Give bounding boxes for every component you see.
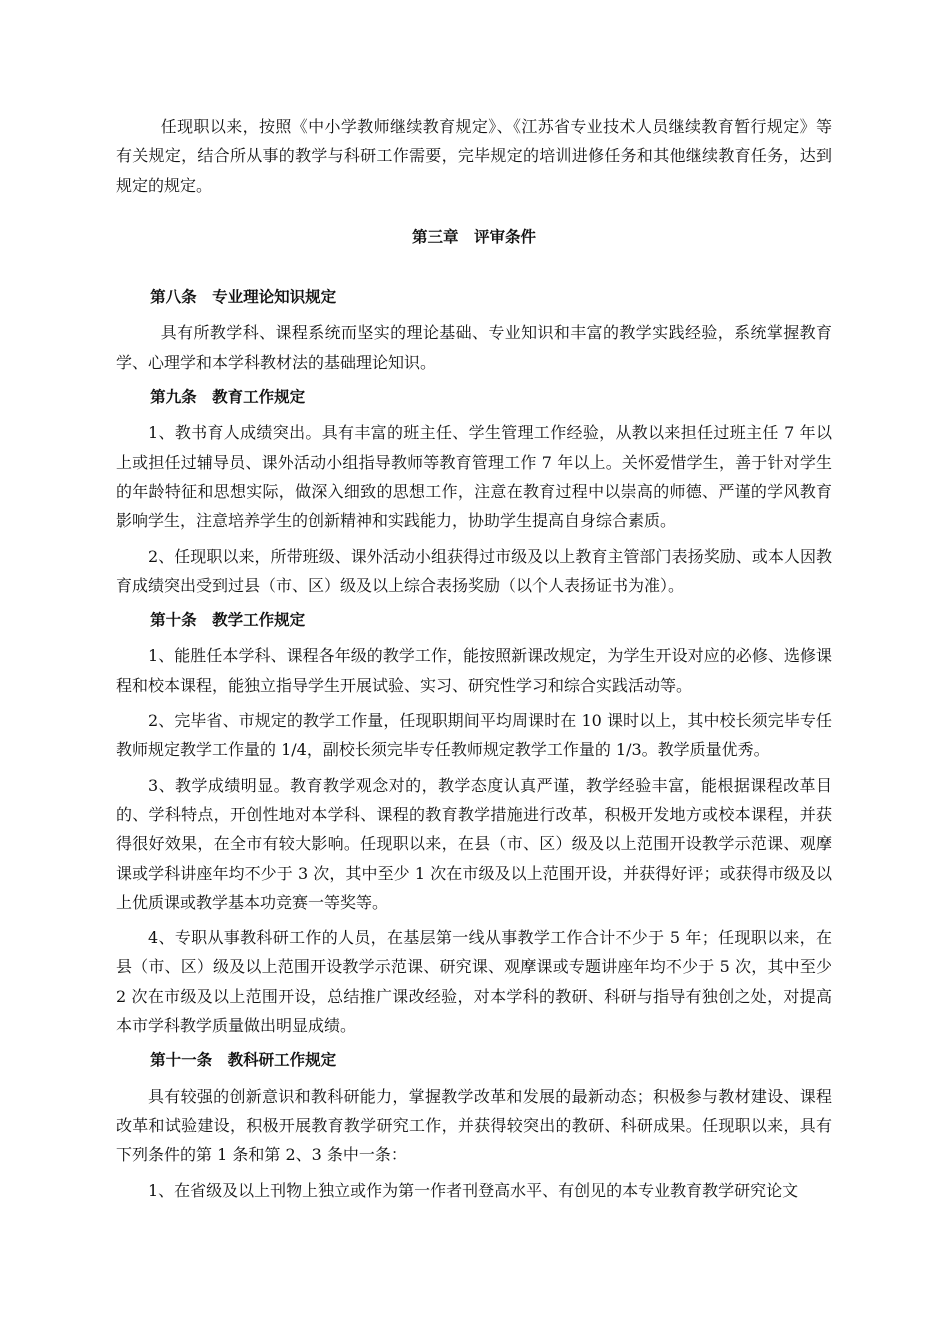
article-9-paragraph-2: 2、任现职以来，所带班级、课外活动小组获得过市级及以上教育主管部门表扬奖励、或本人因教育成绩突出受到过县（市、区）级及以上综合表扬奖励（以个人表扬证书为准）。 [116, 546, 832, 595]
chapter-title: 第三章 评审条件 [411, 227, 536, 246]
article-8-paragraph-1: 具有所教学科、课程系统而坚实的理论基础、专业知识和丰富的教学实践经验，系统掌握教育学、心理学和本学科教材法的基础理论知识。 [116, 323, 832, 372]
article-11-paragraph-2: 1、在省级及以上刊物上独立或作为第一作者刊登高水平、有创见的本专业教育教学研究论文 [148, 1180, 799, 1200]
article-9-paragraph-1: 1、教书育人成绩突出。具有丰富的班主任、学生管理工作经验，从教以来担任过班主任 7 年以上或担任过辅导员、课外活动小组指导教师等教育管理工作 7 年以上。关怀爱惜学生，善于针对学生的年龄特征和思想实际，做深入细致的思想工作，注意在教育过程中以崇高的师德、严谨的学风教育影响学生，注意培养学生的创新精神和实践能力，协助学生提高自身综合素质。 [116, 423, 832, 531]
intro-paragraph: 任现职以来，按照《中小学教师继续教育规定》、《江苏省专业技术人员继续教育暂行规定》等有关规定，结合所从事的教学与科研工作需要，完毕规定的培训进修任务和其他继续教育任务，达到规定的规定。 [116, 117, 832, 195]
article-10-paragraph-2: 2、完毕省、市规定的教学工作量，任现职期间平均周课时在 10 课时以上，其中校长须完毕专任教师规定教学工作量的 1/4，副校长须完毕专任教师规定教学工作量的 1/3。教学质量优秀。 [116, 711, 832, 760]
article-10-heading: 第十条 教学工作规定 [150, 611, 306, 630]
article-10-paragraph-3: 3、教学成绩明显。教育教学观念对的，教学态度认真严谨，教学经验丰富，能根据课程改革目的、学科特点，开创性地对本学科、课程的教育教学措施进行改革，积极开发地方或校本课程，并获得很好效果，在全市有较大影响。任现职以来，在县（市、区）级及以上范围开设教学示范课、观摩课或学科讲座年均不少于 3 次，其中至少 1 次在市级及以上范围开设，并获得好评；或获得市级及以上优质课或教学基本功竞赛一等奖等。 [116, 775, 832, 912]
article-11-heading: 第十一条 教科研工作规定 [150, 1051, 337, 1070]
article-8-heading: 第八条 专业理论知识规定 [150, 288, 337, 307]
article-10-paragraph-4: 4、专职从事教科研工作的人员，在基层第一线从事教学工作合计不少于 5 年；任现职以来，在县（市、区）级及以上范围开设教学示范课、研究课、观摩课或专题讲座年均不少于 5 次，其中至少 2 次在市级及以上范围开设，总结推广课改经验，对本学科的教研、科研与指导有独创之处，对提高本市学科教学质量做出明显成绩。 [116, 928, 832, 1036]
article-10-paragraph-1: 1、能胜任本学科、课程各年级的教学工作，能按照新课改规定，为学生开设对应的必修、选修课程和校本课程，能独立指导学生开展试验、实习、研究性学习和综合实践活动等。 [116, 646, 832, 695]
article-11-paragraph-1: 具有较强的创新意识和教科研能力，掌握教学改革和发展的最新动态；积极参与教材建设、课程改革和试验建设，积极开展教育教学研究工作，并获得较突出的教研、科研成果。任现职以来，具有下列条件的第 1 条和第 2、3 条中一条： [116, 1086, 832, 1165]
article-9-heading: 第九条 教育工作规定 [150, 388, 306, 407]
